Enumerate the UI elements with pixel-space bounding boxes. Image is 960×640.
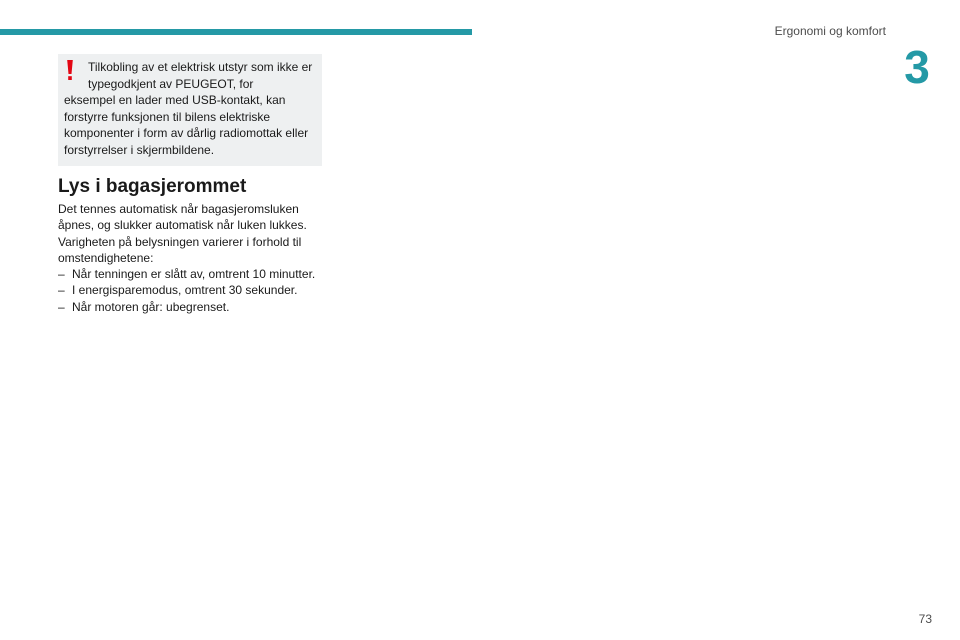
chapter-title: Ergonomi og komfort: [774, 24, 886, 38]
list-bullet: –: [58, 299, 65, 314]
section-title: Lys i bagasjerommet: [58, 176, 247, 197]
list-item: [58, 299, 315, 315]
page-number: 73: [918, 612, 932, 626]
list-item-text: Når motoren går: ubegrenset.: [72, 299, 230, 314]
list-item-text: I energisparemodus, omtrent 30 sekunder.: [72, 283, 298, 298]
list-item: [58, 282, 315, 298]
list-item-text: Når tenningen er slått av, omtrent 10 minutter.: [72, 267, 316, 281]
list-item: [58, 266, 315, 282]
chapter-number: 3: [904, 41, 930, 93]
section-paragraph: Det tennes automatisk når bagasjeromsluken åpnes, og slukker automatisk når luken lukkes. Varigheten på belysningen varierer i forhold til omstendighetene:: [58, 202, 307, 266]
list-bullet: –: [58, 267, 65, 281]
warning-box: [58, 54, 322, 166]
duration-list: [58, 266, 315, 315]
warning-text-first: Tilkobling av et elektrisk utstyr som ikke er typegodkjent av PEUGEOT, for: [88, 60, 313, 91]
exclamation-icon: [65, 60, 75, 82]
list-bullet: –: [58, 283, 65, 298]
chapter-accent-bar: [0, 29, 472, 35]
warning-text-rest: eksempel en lader med USB-kontakt, kan forstyrre funksjonen til bilens elektriske komponenter i form av dårlig radiomottak eller forstyrrelser i skjermbildene.: [64, 93, 309, 157]
